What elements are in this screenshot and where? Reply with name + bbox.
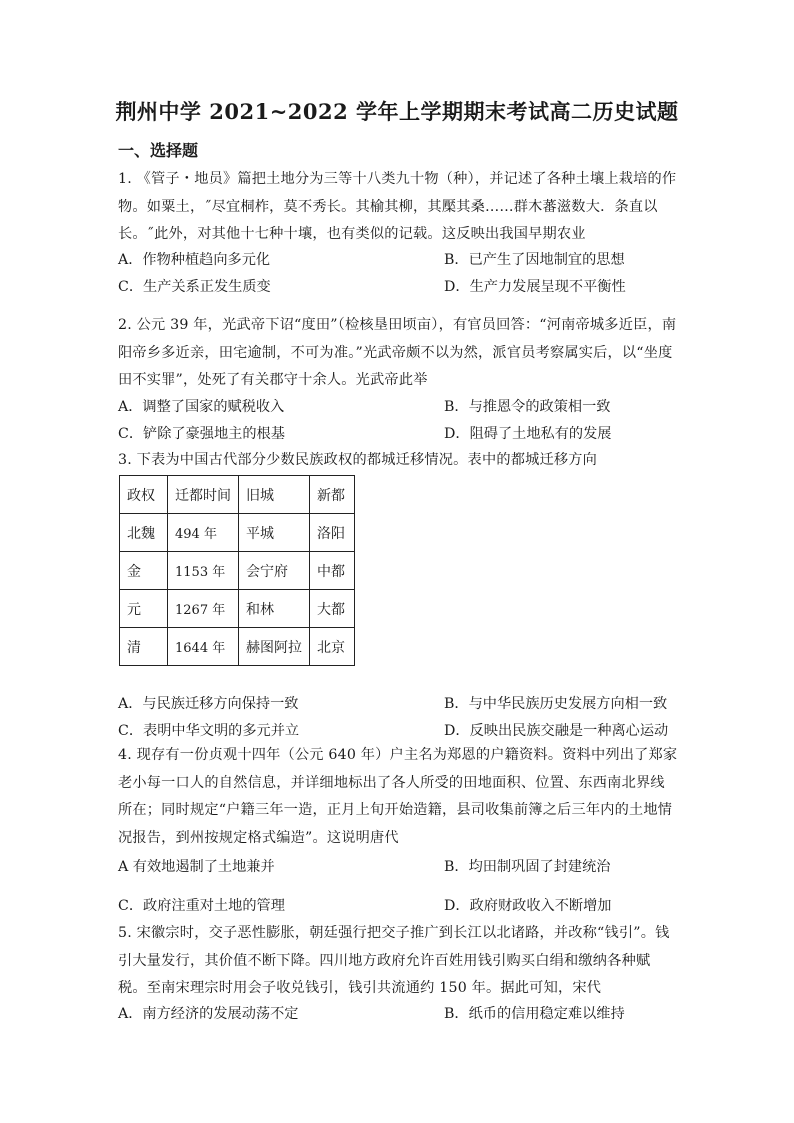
question-4-option-d: D．政府财政收入不断增加	[444, 898, 612, 914]
question-4-option-a: A 有效地遏制了土地兼并	[118, 859, 275, 875]
question-5-option-a: A．南方经济的发展动荡不定	[118, 1006, 299, 1022]
table-cell: 北魏	[120, 514, 168, 552]
table-cell: 赫图阿拉	[239, 628, 310, 666]
table-header-cell: 新都	[310, 476, 355, 514]
table-cell: 1267 年	[168, 590, 239, 628]
table-cell: 中都	[310, 552, 355, 590]
table-cell: 和林	[239, 590, 310, 628]
table-cell: 1644 年	[168, 628, 239, 666]
table-row	[120, 552, 355, 590]
question-1-option-a: A．作物种植趋向多元化	[118, 252, 271, 268]
question-2-option-a: A．调整了国家的赋税收入	[118, 399, 285, 415]
question-3-stem: 3. 下表为中国古代部分少数民族政权的都城迁移情况。表中的都城迁移方向	[118, 452, 598, 468]
table-cell: 清	[120, 628, 168, 666]
table-cell: 平城	[239, 514, 310, 552]
table-cell: 会宁府	[239, 552, 310, 590]
question-2-option-d: D．阻碍了土地私有的发展	[444, 426, 612, 442]
question-4-option-c: C．政府注重对土地的管理	[118, 898, 285, 914]
question-5-stem: 5. 宋徽宗时，交子恶性膨胀，朝廷强行把交子推广到长江以北诸路，并改称“钱引”。钱引大量发行，其价值不断下降。四川地方政府允许百姓用钱引购买白绢和缴纳各种赋税。至南宋理宗时用会子收兑钱引，钱引共流通约 150 年。据此可知，宋代	[118, 925, 670, 996]
question-3-option-b: B．与中华民族历史发展方向相一致	[444, 696, 668, 712]
question-4-stem: 4. 现存有一份贞观十四年（公元 640 年）户主名为郑恩的户籍资料。资料中列出了郑家老小每一口人的自然信息，并详细地标出了各人所受的田地面积、位置、东西南北界线所在；同时规定“户籍三年一造，正月上旬开始造籍，县司收集前簿之后三年内的土地情况报告，到州按规定格式编造”。这说明唐代	[118, 747, 678, 846]
question-3-option-a: A．与民族迁移方向保持一致	[118, 696, 299, 712]
capital-migration-table	[119, 475, 355, 666]
question-2-option-b: B．与推恩令的政策相一致	[444, 399, 611, 415]
question-2-stem: 2. 公元 39 年，光武帝下诏“度田”（检核垦田顷亩），有官员回答：“河南帝城多近臣，南阳帝乡多近亲，田宅逾制，不可为准。”光武帝颇不以为然，派官员考察属实后，以“坐度田不实罪”，处死了有关郡守十余人。光武帝此举	[118, 317, 677, 388]
table-header-cell: 政权	[120, 476, 168, 514]
table-cell: 金	[120, 552, 168, 590]
table-cell: 大都	[310, 590, 355, 628]
question-1-option-c: C．生产关系正发生质变	[118, 279, 271, 295]
question-3-option-d: D．反映出民族交融是一种离心运动	[444, 723, 669, 739]
table-cell: 元	[120, 590, 168, 628]
table-cell: 1153 年	[168, 552, 239, 590]
question-1-option-b: B．已产生了因地制宜的思想	[444, 252, 625, 268]
table-cell: 洛阳	[310, 514, 355, 552]
question-4-option-b: B．均田制巩固了封建统治	[444, 859, 611, 875]
table-header-row	[120, 476, 355, 514]
question-2-option-c: C．铲除了豪强地主的根基	[118, 426, 285, 442]
table-row	[120, 628, 355, 666]
table-header-cell: 迁都时间	[168, 476, 239, 514]
question-5-option-b: B．纸币的信用稳定难以维持	[444, 1006, 625, 1022]
question-1-stem: 1. 《管子・地员》篇把土地分为三等十八类九十物（种），并记述了各种土壤上栽培的作物。如粟土，˝尽宜桐柞，莫不秀长。其榆其柳，其檿其桑……群木蕃滋数大．条直以长。˝此外，对其他十七种十壤，也有类似的记载。这反映出我国早期农业	[118, 171, 677, 242]
table-row	[120, 514, 355, 552]
question-3-option-c: C．表明中华文明的多元并立	[118, 723, 300, 739]
page-title: 荆州中学 2021~2022 学年上学期期末考试高二历史试题	[115, 99, 679, 124]
section-heading: 一、选择题	[118, 141, 199, 160]
table-row	[120, 590, 355, 628]
table-header-cell: 旧城	[239, 476, 310, 514]
table-cell: 北京	[310, 628, 355, 666]
question-1-option-d: D．生产力发展呈现不平衡性	[444, 279, 626, 295]
table-cell: 494 年	[168, 514, 239, 552]
